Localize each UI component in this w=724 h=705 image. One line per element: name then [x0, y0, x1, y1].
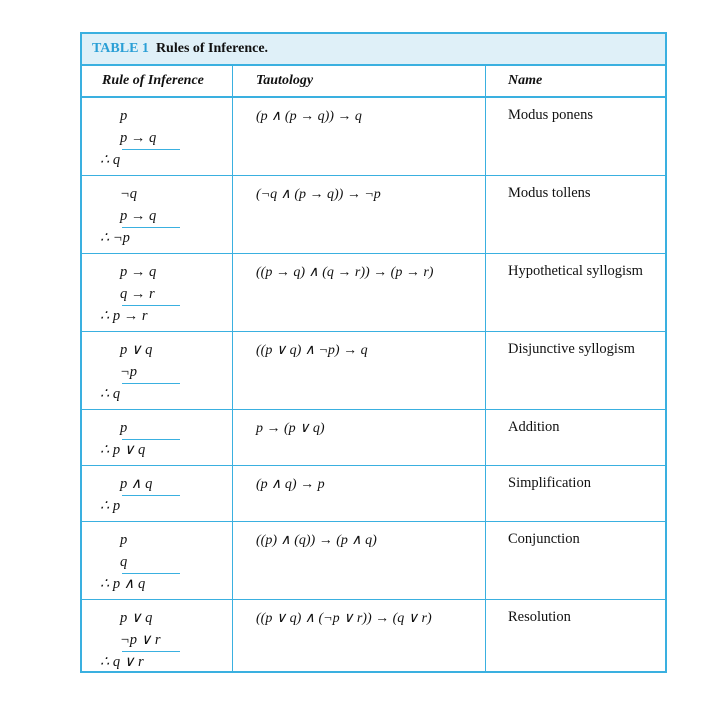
table-number: TABLE 1 [92, 41, 149, 56]
rule-name-cell: Disjunctive syllogism [508, 341, 635, 357]
conclusion-rule-line [122, 227, 180, 228]
conclusion-rule-line [122, 651, 180, 652]
tautology-cell: p → (p ∨ q) [256, 421, 325, 436]
column-header-tautology: Tautology [256, 73, 314, 88]
premise: p [120, 108, 128, 124]
table-row [82, 98, 665, 176]
table-row [82, 332, 665, 410]
table-row [82, 254, 665, 332]
column-header-name: Name [508, 73, 543, 88]
rule-name-cell: Hypothetical syllogism [508, 263, 643, 279]
premise: p ∨ q [120, 610, 153, 626]
rule-name-cell: Modus ponens [508, 107, 593, 123]
premise: q [120, 554, 128, 570]
conclusion-rule-line [122, 495, 180, 496]
rule-cell [100, 332, 230, 410]
conclusion: ∴ p → r [100, 308, 148, 324]
rule-name-cell: Resolution [508, 609, 571, 625]
conclusion: ∴ q ∨ r [100, 654, 144, 670]
conclusion: ∴ p ∧ q [100, 576, 146, 592]
tautology-cell: ((p → q) ∧ (q → r)) → (p → r) [256, 265, 434, 280]
rule-cell [100, 600, 230, 675]
table-caption [82, 34, 665, 66]
table-header-row [82, 66, 665, 98]
premise: p ∨ q [120, 342, 153, 358]
tautology-cell: (p ∧ q) → p [256, 477, 325, 492]
table-row [82, 600, 665, 675]
rule-name-cell: Simplification [508, 475, 591, 491]
conclusion-rule-line [122, 149, 180, 150]
rule-cell [100, 98, 230, 176]
premise: p → q [120, 130, 157, 146]
rule-name-cell: Conjunction [508, 531, 580, 547]
table-row [82, 522, 665, 600]
rules-of-inference-table [80, 32, 667, 673]
rule-cell [100, 176, 230, 254]
rule-cell [100, 410, 230, 466]
conclusion: ∴ ¬p [100, 230, 130, 246]
premise: p → q [120, 264, 157, 280]
table-row [82, 410, 665, 466]
premise: p → q [120, 208, 157, 224]
conclusion-rule-line [122, 305, 180, 306]
premise: p [120, 532, 128, 548]
rule-cell [100, 466, 230, 522]
tautology-cell: ((p) ∧ (q)) → (p ∧ q) [256, 533, 377, 548]
conclusion-rule-line [122, 573, 180, 574]
conclusion-rule-line [122, 383, 180, 384]
rule-name-cell: Addition [508, 419, 560, 435]
table-title: Rules of Inference. [155, 41, 269, 56]
conclusion: ∴ p ∨ q [100, 442, 146, 458]
premise: p [120, 420, 128, 436]
rule-cell [100, 522, 230, 600]
tautology-cell: ((p ∨ q) ∧ (¬p ∨ r)) → (q ∨ r) [256, 611, 432, 626]
rule-cell [100, 254, 230, 332]
rule-name-cell: Modus tollens [508, 185, 591, 201]
premise: q → r [120, 286, 155, 302]
column-header-rule: Rule of Inference [102, 73, 204, 88]
tautology-cell: ((p ∨ q) ∧ ¬p) → q [256, 343, 368, 358]
conclusion: ∴ q [100, 386, 121, 402]
conclusion: ∴ q [100, 152, 121, 168]
premise: ¬p ∨ r [120, 632, 161, 648]
premise: ¬q [120, 186, 138, 202]
premise: p ∧ q [120, 476, 153, 492]
tautology-cell: (p ∧ (p → q)) → q [256, 109, 362, 124]
premise: ¬p [120, 364, 138, 380]
table-row [82, 176, 665, 254]
conclusion-rule-line [122, 439, 180, 440]
conclusion: ∴ p [100, 498, 121, 514]
tautology-cell: (¬q ∧ (p → q)) → ¬p [256, 187, 381, 202]
table-row [82, 466, 665, 522]
